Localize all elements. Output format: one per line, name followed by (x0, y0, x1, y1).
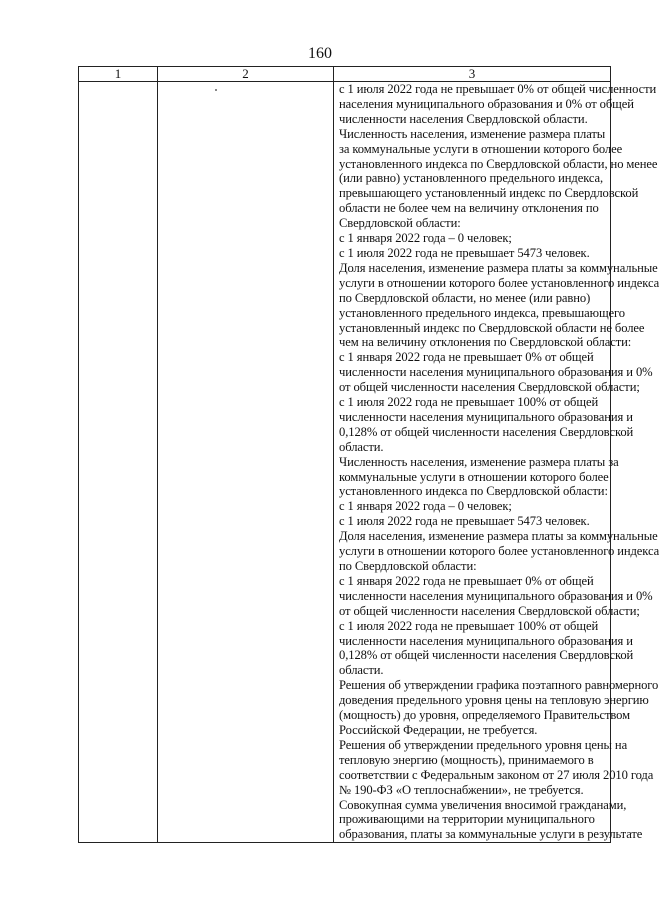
text-line: численности населения муниципального образования и 0% (339, 365, 653, 380)
text-line: области. (339, 663, 384, 678)
text-line: (или равно) установленного предельного индекса, (339, 171, 604, 186)
text-line: с 1 января 2022 года – 0 человек; (339, 231, 512, 246)
table-header-row (79, 67, 611, 82)
text-line: чем на величину отклонения по Свердловской области: (339, 335, 632, 350)
text-line: с 1 июля 2022 года не превышает 5473 человек. (339, 245, 590, 260)
scan-mark (215, 89, 217, 91)
cell-col-1 (79, 82, 158, 843)
text-line: с 1 января 2022 года не превышает 0% от общей (339, 350, 594, 365)
document-table (78, 66, 659, 843)
cell-col-3 (334, 82, 659, 843)
text-line: населения муниципального образования и 0% от общей (339, 96, 634, 111)
column-header-3: 3 (334, 67, 611, 82)
text-line: с 1 января 2022 года – 0 человек; (339, 499, 512, 514)
text-line: услуги в отношении которого более установленного индекса (339, 544, 659, 559)
cell-col-2 (158, 82, 334, 843)
text-line: (мощность) до уровня, определяемого Правительством (339, 708, 630, 723)
text-line: с 1 июля 2022 года не превышает 100% от общей (339, 618, 599, 633)
text-line: за коммунальные услуги в отношении которого более (339, 141, 623, 156)
text-line: по Свердловской области: (339, 559, 477, 573)
text-line: коммунальные услуги в отношении которого более (339, 469, 609, 484)
text-line: численности населения муниципального образования и (339, 633, 633, 648)
text-line: установленного индекса по Свердловской области, но менее (339, 156, 658, 171)
text-line: с 1 июля 2022 года не превышает 100% от общей (339, 395, 599, 410)
text-line: численности населения муниципального образования и 0% (339, 588, 653, 603)
text-line: по Свердловской области, но менее (или равно) (339, 290, 591, 305)
text-line: численности населения Свердловской области. (339, 111, 588, 126)
text-line: услуги в отношении которого более установленного индекса (339, 275, 659, 290)
text-line: образования, платы за коммунальные услуги в результате (339, 827, 643, 842)
column-header-2: 2 (158, 67, 334, 82)
text-line: с 1 января 2022 года не превышает 0% от общей (339, 573, 594, 588)
text-line: проживающими на территории муниципального (339, 812, 595, 827)
text-line: тепловую энергию (мощность), принимаемого в (339, 752, 594, 767)
text-line: с 1 июля 2022 года не превышает 5473 человек. (339, 514, 590, 529)
text-line: Численность населения, изменение размера платы за (339, 454, 619, 469)
cell-col-3-text (339, 82, 659, 842)
table-row (79, 82, 611, 843)
text-line: Доля населения, изменение размера платы за коммунальные (339, 529, 658, 544)
text-line: Российской Федерации, не требуется. (339, 722, 538, 737)
text-line: 0,128% от общей численности населения Свердловской (339, 424, 634, 439)
column-header-1: 1 (79, 67, 158, 82)
text-line: соответствии с Федеральным законом от 27 июля 2010 года (339, 767, 654, 782)
text-line: Доля населения, изменение размера платы за коммунальные (339, 260, 658, 275)
text-line: численности населения муниципального образования и (339, 409, 633, 424)
text-line: от общей численности населения Свердловской области; (339, 603, 640, 618)
text-line: Свердловской области: (339, 216, 461, 231)
text-line: установленного предельного индекса, превышающего (339, 305, 625, 320)
text-line: установленный индекс по Свердловской области не более (339, 320, 645, 335)
text-line: установленного индекса по Свердловской области: (339, 484, 608, 499)
text-line: от общей численности населения Свердловской области; (339, 380, 640, 395)
text-line: Совокупная сумма увеличения вносимой гражданами, (339, 797, 627, 812)
page-number: 160 (308, 45, 332, 62)
text-line: Численность населения, изменение размера платы (339, 126, 606, 141)
text-line: области. (339, 439, 384, 454)
text-line: доведения предельного уровня цены на тепловую энергию (339, 693, 649, 708)
text-line: № 190-ФЗ «О теплоснабжении», не требуется. (339, 782, 584, 797)
text-line: с 1 июля 2022 года не превышает 0% от общей численности (339, 82, 657, 96)
text-line: Решения об утверждении графика поэтапного равномерного (339, 678, 659, 693)
text-line: области не более чем на величину отклонения по (339, 201, 599, 216)
text-line: 0,128% от общей численности населения Свердловской (339, 648, 634, 663)
text-line: превышающего установленный индекс по Свердловской (339, 186, 639, 201)
text-line: Решения об утверждении предельного уровня цены на (339, 737, 628, 752)
